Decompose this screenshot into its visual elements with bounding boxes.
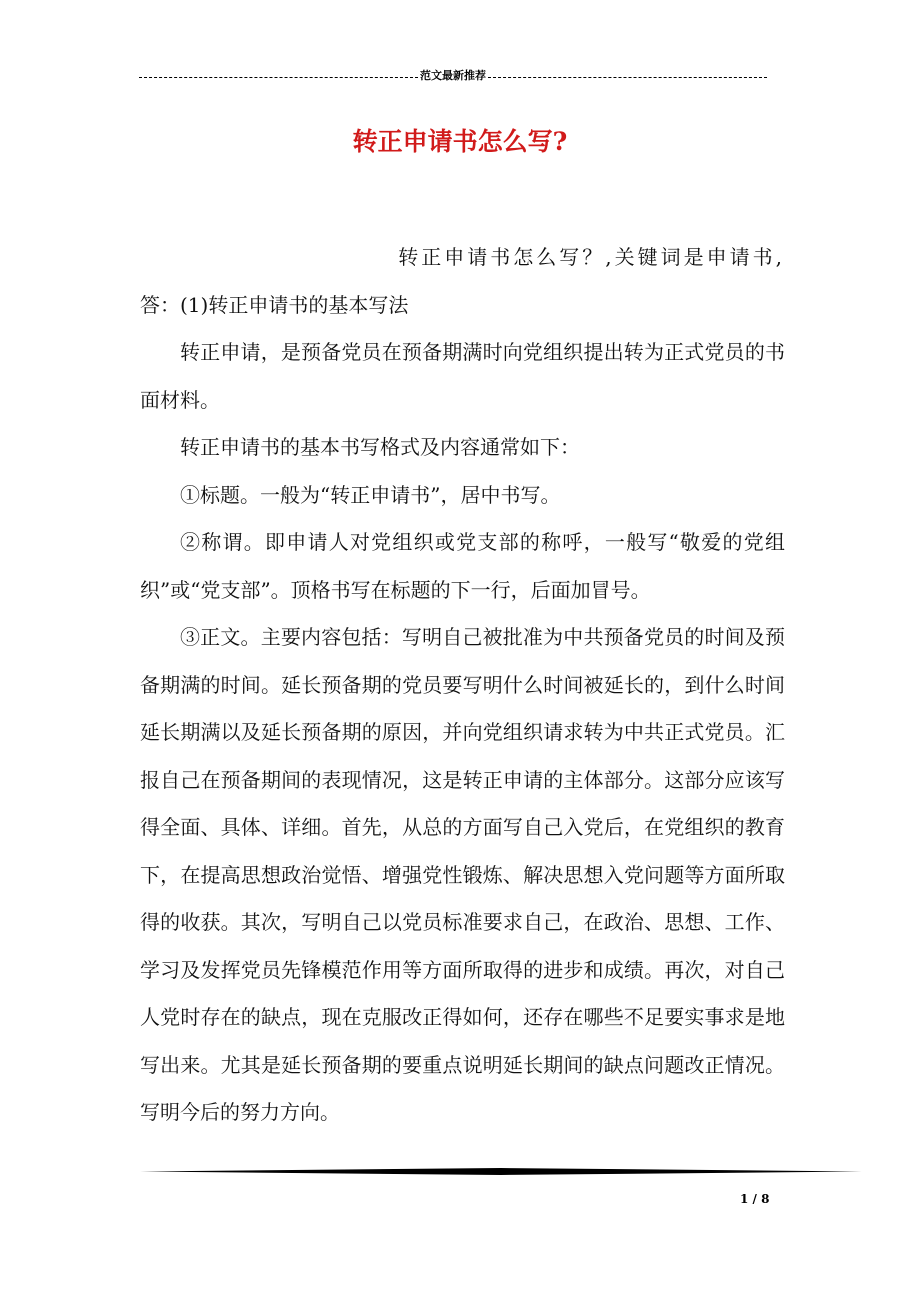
document-title: 转正申请书怎么写? (352, 127, 568, 156)
paragraph-definition: 转正申请，是预备党员在预备期满时向党组织提出转为正式党员的书面材料。 (140, 340, 785, 412)
document-body (140, 234, 785, 1137)
paragraph-body-item: ③正文。主要内容包括：写明自己被批准为中共预备党员的时间及预备期满的时间。延长预备期的党员要写明什么时间被延长的，到什么时间延长期满以及延长预备期的原因，并向党组织请求转为中共正式党员。汇报自己在预备期间的表现情况，这是转正申请的主体部分。这部分应该写得全面、具体、详细。首先，从总的方面写自己入党后，在党组织的教育下，在提高思想政治觉悟、增强党性锻炼、解决思想入党问题等方面所取得的收获。其次，写明自己以党员标准要求自己，在政治、思想、工作、学习及发挥党员先锋模范作用等方面所取得的进步和成绩。再次，对自己人党时存在的缺点，现在克服改正得如何，还存在哪些不足要实事求是地写出来。尤其是延长预备期的要重点说明延长期间的缺点问题改正情况。写明今后的努力方向。 (140, 625, 785, 1124)
header-dash-left (139, 77, 418, 78)
page-number: 1 / 8 (740, 1192, 770, 1206)
paragraph-format: 转正申请书的基本书写格式及内容通常如下： (180, 435, 580, 459)
footer-divider (140, 1168, 862, 1175)
page-header (139, 68, 767, 84)
header-dash-right (488, 77, 767, 78)
header-label: 范文最新推荐 (420, 69, 486, 82)
intro-lead: 转正申请书怎么写？,关键词是申请书, (398, 245, 785, 269)
paragraph-title-item: ①标题。一般为“转正申请书”，居中书写。 (180, 482, 561, 507)
intro-paragraph (140, 234, 785, 329)
intro-rest: 答：(1)转正申请书的基本写法 (140, 292, 409, 317)
paragraph-salutation-item: ②称谓。即申请人对党组织或党支部的称呼，一般写“敬爱的党组织”或“党支部”。顶格书写在标题的下一行，后面加冒号。 (140, 530, 785, 602)
